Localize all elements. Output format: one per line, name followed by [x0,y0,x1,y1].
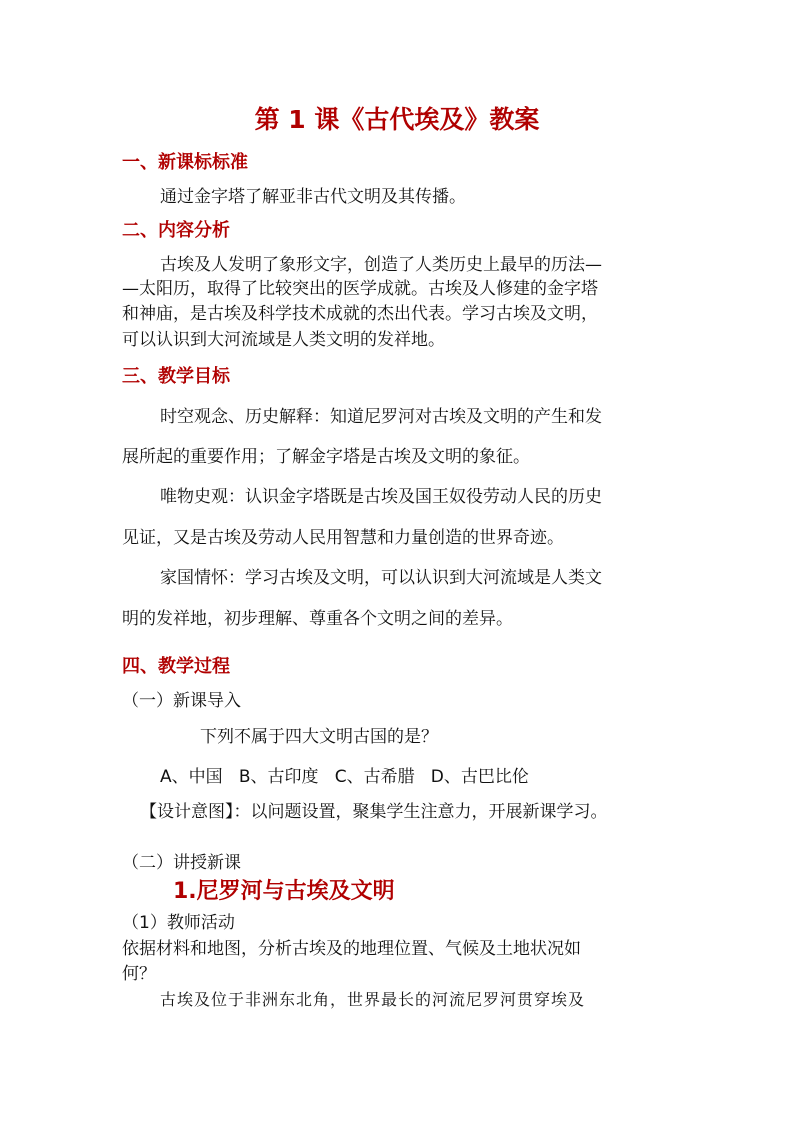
section-3-line: 家国情怀：学习古埃及文明，可以认识到大河流域是人类文 [160,568,602,588]
section-1-body: 通过金字塔了解亚非古代文明及其传播。 [160,187,466,207]
page-title: 第 1 课《古代埃及》教案 [254,105,540,134]
section-1-heading: 一、新课标标准 [122,152,248,173]
section-3-heading: 三、教学目标 [122,366,230,387]
section-3-line: 时空观念、历史解释：知道尼罗河对古埃及文明的产生和发 [160,407,602,427]
section-3-line: 见证，又是古埃及劳动人民用智慧和力量创造的世界奇迹。 [122,528,564,548]
answer-options: A、中国 B、古印度 C、古希腊 D、古巴比伦 [160,767,529,787]
task-line: 依据材料和地图，分析古埃及的地理位置、气候及土地状况如 [122,939,581,959]
task-line: 何？ [122,964,156,984]
section-3-line: 展所起的重要作用；了解金字塔是古埃及文明的象征。 [122,447,530,467]
section-2-line: 可以认识到大河流域是人类文明的发祥地。 [122,330,445,350]
activity-heading: （1）教师活动 [122,913,235,933]
section-3-line: 唯物史观：认识金字塔既是古埃及国王奴役劳动人民的历史 [160,487,602,507]
section-2-heading: 二、内容分析 [122,220,230,241]
material-text: 古埃及位于非洲东北角，世界最长的河流尼罗河贯穿埃及 [160,990,586,1009]
topic-heading: 1.尼罗河与古埃及文明 [173,879,395,904]
design-intent: 【设计意图】：以问题设置，聚集学生注意力，开展新课学习。 [140,802,608,822]
part-1-heading: （一）新课导入 [122,691,241,711]
section-3-line: 明的发祥地，初步理解、尊重各个文明之间的差异。 [122,609,513,629]
section-2-line: 和神庙，是古埃及科学技术成就的杰出代表。学习古埃及文明， [122,304,598,324]
part-2-heading: （二）讲授新课 [122,853,241,873]
section-2-line: 古埃及人发明了象形文字，创造了人类历史上最早的历法— [160,255,602,275]
section-4-heading: 四、教学过程 [122,656,230,677]
intro-question: 下列不属于四大文明古国的是？ [200,727,438,747]
section-2-line: —太阳历，取得了比较突出的医学成就。古埃及人修建的金字塔 [122,279,598,299]
